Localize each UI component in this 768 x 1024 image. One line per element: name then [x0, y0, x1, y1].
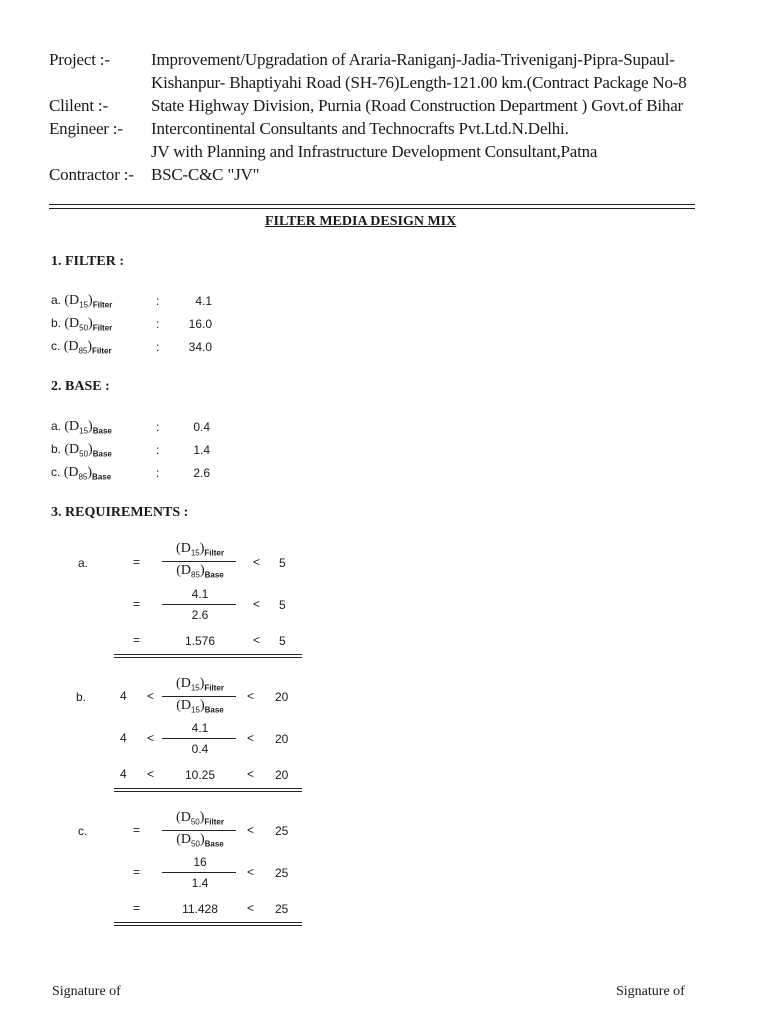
- d-subscript: Base: [92, 472, 112, 482]
- d-subscript: Filter: [92, 346, 112, 356]
- req-label: c.: [78, 824, 88, 838]
- limit-value: 5: [279, 598, 286, 612]
- lower-bound: 4: [120, 731, 127, 745]
- requirements-heading: 3. REQUIREMENTS :: [51, 505, 189, 520]
- denominator-value: 2.6: [191, 608, 209, 622]
- d-index: 85: [191, 570, 200, 580]
- d-close: ): [88, 293, 93, 308]
- header-divider-bottom: [49, 208, 695, 209]
- d-open: (D: [64, 293, 80, 308]
- d-close: ): [199, 676, 205, 691]
- row-colon: :: [156, 294, 160, 308]
- fraction-bar: [162, 561, 236, 562]
- row-colon: :: [156, 340, 160, 354]
- contractor-value: BSC-C&C "JV": [151, 165, 260, 184]
- equals-sign: =: [133, 597, 141, 611]
- d-close: ): [199, 832, 205, 847]
- row-colon: :: [156, 420, 160, 434]
- d-subscript: Filter: [92, 323, 113, 333]
- signature-left: Signature of: [52, 984, 121, 999]
- row-prefix: a.: [51, 293, 62, 307]
- d-subscript: Filter: [204, 817, 224, 827]
- d-index: 15: [190, 548, 200, 558]
- limit-value: 25: [275, 824, 289, 838]
- row-value: 0.4: [193, 420, 210, 434]
- d-index: 50: [190, 817, 200, 827]
- less-than: <: [147, 689, 155, 703]
- result-value: 11.428: [182, 902, 218, 916]
- numerator-value: 4.1: [191, 587, 209, 601]
- req-label: b.: [76, 690, 87, 704]
- result-underline: [114, 788, 302, 792]
- fraction-denominator: [160, 698, 240, 714]
- row-prefix: b.: [51, 442, 62, 456]
- project-label: Project :-: [49, 50, 110, 69]
- fraction-bar: [162, 872, 236, 873]
- d-open: (D: [63, 339, 79, 354]
- d-open: (D: [64, 442, 80, 457]
- fraction-bar: [162, 696, 236, 697]
- equals-sign: =: [133, 633, 141, 647]
- contractor-label: Contractor :-: [49, 165, 134, 184]
- d-open: (D: [63, 465, 79, 480]
- less-than: <: [247, 901, 255, 915]
- less-than: <: [247, 767, 255, 781]
- fraction-numerator: [160, 676, 240, 692]
- d-index: 50: [191, 839, 200, 849]
- fraction-numerator: [160, 541, 240, 557]
- limit-value: 5: [279, 634, 286, 648]
- d-index: 15: [79, 300, 89, 310]
- d-index: 15: [191, 705, 200, 715]
- less-than: <: [247, 689, 255, 703]
- fraction-bar: [162, 738, 236, 739]
- d-open: (D: [176, 832, 192, 847]
- engineer-line-1: Intercontinental Consultants and Technocrafts Pvt.Ltd.N.Delhi.: [151, 119, 569, 138]
- d-close: ): [199, 810, 205, 825]
- limit-value: 5: [279, 556, 286, 570]
- d-subscript: Filter: [92, 300, 113, 310]
- lower-bound: 4: [120, 767, 127, 781]
- row-colon: :: [156, 466, 160, 480]
- d-subscript: Base: [204, 570, 224, 580]
- d-index: 50: [79, 449, 89, 459]
- d-subscript: Base: [204, 705, 224, 715]
- limit-value: 25: [275, 902, 289, 916]
- fraction-bar: [162, 830, 236, 831]
- d-close: ): [88, 442, 93, 457]
- equals-sign: =: [133, 555, 141, 569]
- less-than: <: [253, 555, 261, 569]
- result-underline: [114, 654, 302, 658]
- engineer-line-2: JV with Planning and Infrastructure Development Consultant,Patna: [151, 142, 598, 161]
- d-close: ): [88, 419, 93, 434]
- d-index: 85: [78, 346, 88, 356]
- d-open: (D: [176, 810, 191, 825]
- header-divider-top: [49, 204, 695, 205]
- d-subscript: Filter: [204, 548, 224, 558]
- row-prefix: b.: [51, 316, 62, 330]
- project-line-1: Improvement/Upgradation of Araria-Raniganj-Jadia-Triveniganj-Pipra-Supaul-: [151, 50, 675, 69]
- client-value: State Highway Division, Purnia (Road Construction Department ) Govt.of Bihar: [151, 96, 684, 115]
- d-index: 15: [79, 426, 89, 436]
- row-value: 34.0: [188, 340, 212, 354]
- d-close: ): [199, 563, 205, 578]
- client-label: Clilent :-: [49, 96, 108, 115]
- d-subscript: Base: [92, 449, 112, 459]
- d-open: (D: [176, 676, 191, 691]
- row-colon: :: [156, 443, 160, 457]
- upper-bound: 20: [275, 690, 289, 704]
- d-close: ): [199, 698, 205, 713]
- d-close: ): [88, 316, 93, 331]
- result-value: 10.25: [184, 768, 216, 782]
- project-line-2: Kishanpur- Bhaptiyahi Road (SH-76)Length-121.00 km.(Contract Package No-8: [151, 73, 687, 92]
- less-than: <: [253, 633, 261, 647]
- less-than: <: [147, 731, 155, 745]
- d-subscript: Base: [204, 839, 224, 849]
- equals-sign: =: [133, 901, 141, 915]
- fraction-bar: [162, 604, 236, 605]
- d-index: 50: [79, 323, 89, 333]
- numerator-value: 4.1: [191, 721, 209, 735]
- limit-value: 25: [275, 866, 289, 880]
- less-than: <: [147, 767, 155, 781]
- d-open: (D: [176, 541, 191, 556]
- row-value: 2.6: [193, 466, 210, 480]
- d-close: ): [87, 339, 93, 354]
- row-colon: :: [156, 317, 160, 331]
- lower-bound: 4: [120, 689, 127, 703]
- d-close: ): [87, 465, 93, 480]
- less-than: <: [247, 823, 255, 837]
- row-value: 16.0: [188, 317, 212, 331]
- engineer-label: Engineer :-: [49, 119, 123, 138]
- less-than: <: [247, 731, 255, 745]
- d-index: 85: [78, 472, 88, 482]
- fraction-denominator: [160, 832, 240, 848]
- row-prefix: a.: [51, 419, 62, 433]
- filter-heading: 1. FILTER :: [51, 254, 125, 269]
- less-than: <: [253, 597, 261, 611]
- upper-bound: 20: [275, 732, 289, 746]
- numerator-value: 16: [193, 855, 207, 869]
- denominator-value: 1.4: [191, 876, 209, 890]
- row-prefix: c.: [51, 339, 61, 353]
- req-label: a.: [78, 556, 89, 570]
- d-open: (D: [176, 563, 192, 578]
- d-open: (D: [176, 698, 192, 713]
- denominator-value: 0.4: [191, 742, 209, 756]
- result-value: 1.576: [184, 634, 216, 648]
- d-open: (D: [64, 419, 80, 434]
- fraction-numerator: [160, 810, 240, 826]
- row-value: 4.1: [195, 294, 212, 308]
- document-title: FILTER MEDIA DESIGN MIX: [265, 214, 457, 229]
- fraction-denominator: [160, 563, 240, 579]
- d-subscript: Base: [92, 426, 112, 436]
- row-prefix: c.: [51, 465, 61, 479]
- equals-sign: =: [133, 865, 141, 879]
- row-value: 1.4: [193, 443, 210, 457]
- base-heading: 2. BASE :: [51, 379, 110, 394]
- equals-sign: =: [133, 823, 141, 837]
- d-index: 15: [190, 683, 200, 693]
- d-close: ): [199, 541, 205, 556]
- signature-right: Signature of: [616, 984, 685, 999]
- upper-bound: 20: [275, 768, 289, 782]
- less-than: <: [247, 865, 255, 879]
- result-underline: [114, 922, 302, 926]
- d-open: (D: [64, 316, 80, 331]
- d-subscript: Filter: [204, 683, 224, 693]
